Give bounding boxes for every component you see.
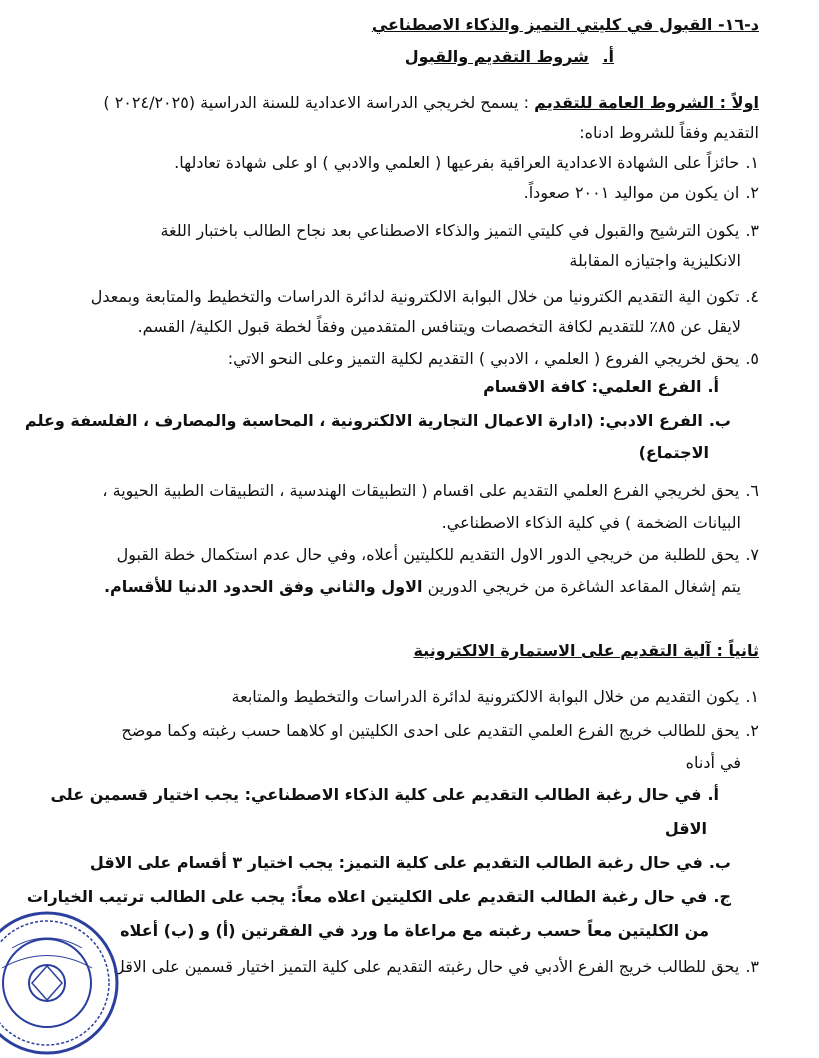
sub-item-letter: ب. xyxy=(708,853,731,872)
sub-item-text: في حال رغبة الطالب التقديم على كلية التميز: يجب اختيار ٣ أقسام على الاقل xyxy=(89,853,703,872)
item-number: ١. xyxy=(745,687,759,706)
list-item xyxy=(60,348,759,370)
item-text: يحق لخريجي الفرع العلمي التقديم على اقسام ( التطبيقات الهندسية ، التطبيقات الطبية الحيوية ، xyxy=(102,481,740,500)
subheading xyxy=(60,46,614,68)
item-number: ٤. xyxy=(745,287,759,306)
item-text: يكون الترشيح والقبول في كليتي التميز والذكاء الاصطناعي بعد نجاح الطالب باختبار اللغة xyxy=(160,221,740,240)
section1-intro-a: : يسمح لخريجي الدراسة الاعدادية للسنة الدراسية (٢٠٢٤/٢٠٢٥ ) xyxy=(103,93,530,112)
item-continuation: لايقل عن ٨٥٪ للتقديم لكافة التخصصات ويتنافس المتقدمين وفقاً لخطة قبول الكلية/ القسم. xyxy=(137,317,741,336)
section1-label: اولاً : الشروط العامة للتقديم xyxy=(534,93,759,112)
sub-item xyxy=(60,852,731,874)
list-item xyxy=(60,956,759,978)
sub-item-letter: ب. xyxy=(708,411,731,430)
sub-item-continuation: من الكليتين معاً حسب رغبته مع مراعاة ما ورد في الفقرتين (أ) و (ب) أعلاه xyxy=(120,921,709,940)
list-item xyxy=(60,686,759,708)
item-text: يتم إشغال المقاعد الشاغرة من خريجي الدورين xyxy=(427,577,741,596)
sub-item xyxy=(26,886,731,908)
item-text: حائزاً على الشهادة الاعدادية العراقية بفرعيها ( العلمي والادبي ) او على شهادة تعادلها. xyxy=(174,153,740,172)
item-text: يكون التقديم من خلال البوابة الالكترونية لدائرة الدراسات والتخطيط والمتابعة xyxy=(231,687,740,706)
item-text: يحق لخريجي الفروع ( العلمي ، الادبي ) التقديم لكلية التميز وعلى النحو الاتي: xyxy=(227,349,740,368)
item-number: ٢. xyxy=(745,721,759,740)
sub-item xyxy=(60,376,719,398)
item-text-bold: الاول والثاني وفق الحدود الدنيا للأقسام. xyxy=(103,577,423,596)
list-item xyxy=(60,286,759,308)
sub-item-text: في حال رغبة الطالب التقديم على كلية الذكاء الاصطناعي: يجب اختيار قسمين على xyxy=(50,785,702,804)
subheading-text: شروط التقديم والقبول xyxy=(404,47,589,66)
item-continuation xyxy=(60,576,741,598)
sub-item-letter: ج. xyxy=(713,887,731,906)
sub-item xyxy=(50,784,719,806)
sub-item-text: في حال رغبة الطالب التقديم على الكليتين اعلاه معاً: يجب على الطالب ترتيب الخيارات xyxy=(26,887,708,906)
section-heading: د-١٦- القبول في كليتي التميز والذكاء الاصطناعي xyxy=(371,15,759,34)
item-text: يحق للطالب خريج الفرع الأدبي في حال رغبته التقديم على كلية التميز اختيار قسمين على الاقل xyxy=(113,957,740,976)
item-text: تكون الية التقديم الكترونيا من خلال البوابة الالكترونية لدائرة الدراسات والتخطيط والمتابعة وبمعدل xyxy=(90,287,740,306)
list-item xyxy=(60,152,759,174)
sub-item-continuation: الاجتماع) xyxy=(638,443,709,462)
list-item xyxy=(60,182,759,204)
item-number: ٦. xyxy=(745,481,759,500)
list-item xyxy=(60,480,759,502)
item-continuation: الانكليزية واجتيازه المقابلة xyxy=(569,251,741,270)
item-text: يحق للطالب خريج الفرع العلمي التقديم على احدى الكليتين او كلاهما حسب رغبته وكما موضح xyxy=(121,721,740,740)
item-continuation: في أدناه xyxy=(685,753,741,772)
item-number: ٣. xyxy=(745,957,759,976)
list-item xyxy=(60,220,759,242)
item-text: ان يكون من مواليد ٢٠٠١ صعوداً. xyxy=(523,183,740,202)
item-number: ٣. xyxy=(745,221,759,240)
item-number: ٧. xyxy=(745,545,759,564)
sub-item xyxy=(24,410,731,432)
sub-item-letter: أ. xyxy=(707,785,719,804)
section2-label: ثانياً : آلية التقديم على الاستمارة الالكترونية xyxy=(413,641,759,660)
sub-item-text: الفرع العلمي: كافة الاقسام xyxy=(483,377,702,396)
section1-intro xyxy=(60,92,759,114)
sub-item-text: الفرع الادبي: (ادارة الاعمال التجارية الالكترونية ، المحاسبة والمصارف ، الفلسفة وعلم xyxy=(24,411,703,430)
item-continuation: البيانات الضخمة ) في كلية الذكاء الاصطناعي. xyxy=(441,513,741,532)
sub-item-letter: أ. xyxy=(707,377,719,396)
official-seal-icon xyxy=(0,908,122,1058)
subheading-letter: أ. xyxy=(602,47,614,66)
list-item xyxy=(60,720,759,742)
section1-intro-b: التقديم وفقاً للشروط ادناه: xyxy=(579,123,759,142)
item-number: ١. xyxy=(745,153,759,172)
item-text: يحق للطلبة من خريجي الدور الاول التقديم للكليتين أعلاه، وفي حال عدم استكمال خطة القبول xyxy=(116,545,740,564)
item-number: ٥. xyxy=(745,349,759,368)
item-number: ٢. xyxy=(745,183,759,202)
sub-item-continuation: الاقل xyxy=(664,819,707,838)
list-item xyxy=(60,544,759,566)
